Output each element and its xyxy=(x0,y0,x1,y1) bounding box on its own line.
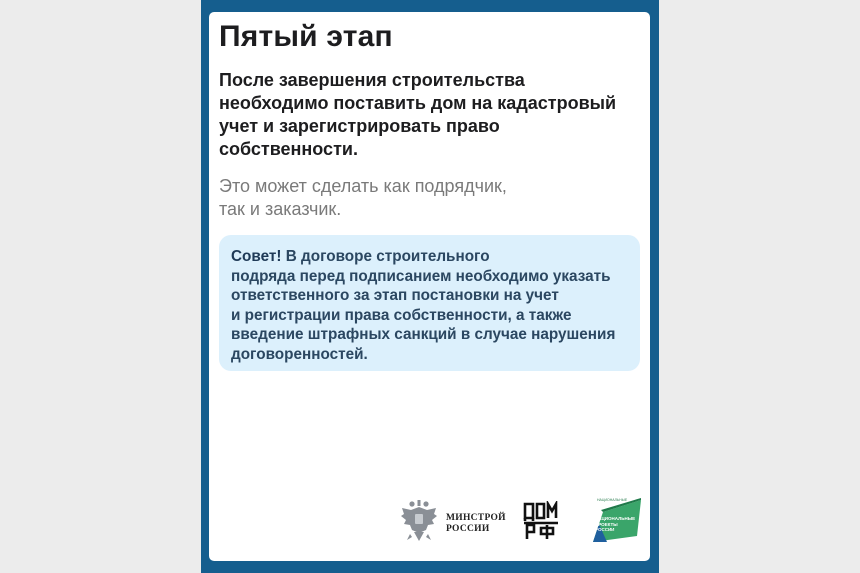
np-top-caption: НАЦИОНАЛЬНЫЕ xyxy=(597,498,628,502)
np-line: РОССИИ xyxy=(595,527,615,532)
ministry-line: МИНСТРОЙ xyxy=(446,513,506,523)
note-line: так и заказчик. xyxy=(219,199,342,219)
lead-line: После завершения строительства xyxy=(219,70,525,90)
national-projects-label xyxy=(595,516,635,533)
tip-label: Совет! xyxy=(231,248,282,265)
lead-line: необходимо поставить дом на кадастровый xyxy=(219,93,617,113)
dom-rf-logo-icon xyxy=(522,501,560,541)
note-line: Это может сделать как подрядчик, xyxy=(219,176,507,196)
tip-box xyxy=(219,235,640,371)
tip-line xyxy=(231,247,628,267)
lead-paragraph xyxy=(219,69,639,161)
partner-logos xyxy=(399,496,644,546)
tip-line: подряда перед подписанием необходимо указать xyxy=(231,267,611,285)
tip-line: введение штрафных санкций в случае нарушения xyxy=(231,326,616,344)
coat-of-arms-icon xyxy=(399,499,439,543)
tip-line: и регистрации права собственности, а также xyxy=(231,306,572,324)
tip-line: договоренностей. xyxy=(231,345,368,363)
np-line: НАЦИОНАЛЬНЫЕ xyxy=(595,516,636,521)
tip-line: ответственного за этап постановки на учет xyxy=(231,287,559,305)
lead-line: учет и зарегистрировать право xyxy=(219,116,500,136)
tip-text: В договоре строительного xyxy=(281,248,490,265)
ministry-name xyxy=(446,513,506,535)
content-card xyxy=(209,12,650,561)
lead-line: собственности. xyxy=(219,139,358,159)
note-paragraph xyxy=(219,175,639,221)
np-line: ПРОЕКТЫ xyxy=(595,521,618,527)
ministry-line: РОССИИ xyxy=(446,524,490,534)
page-title: Пятый этап xyxy=(219,20,393,53)
